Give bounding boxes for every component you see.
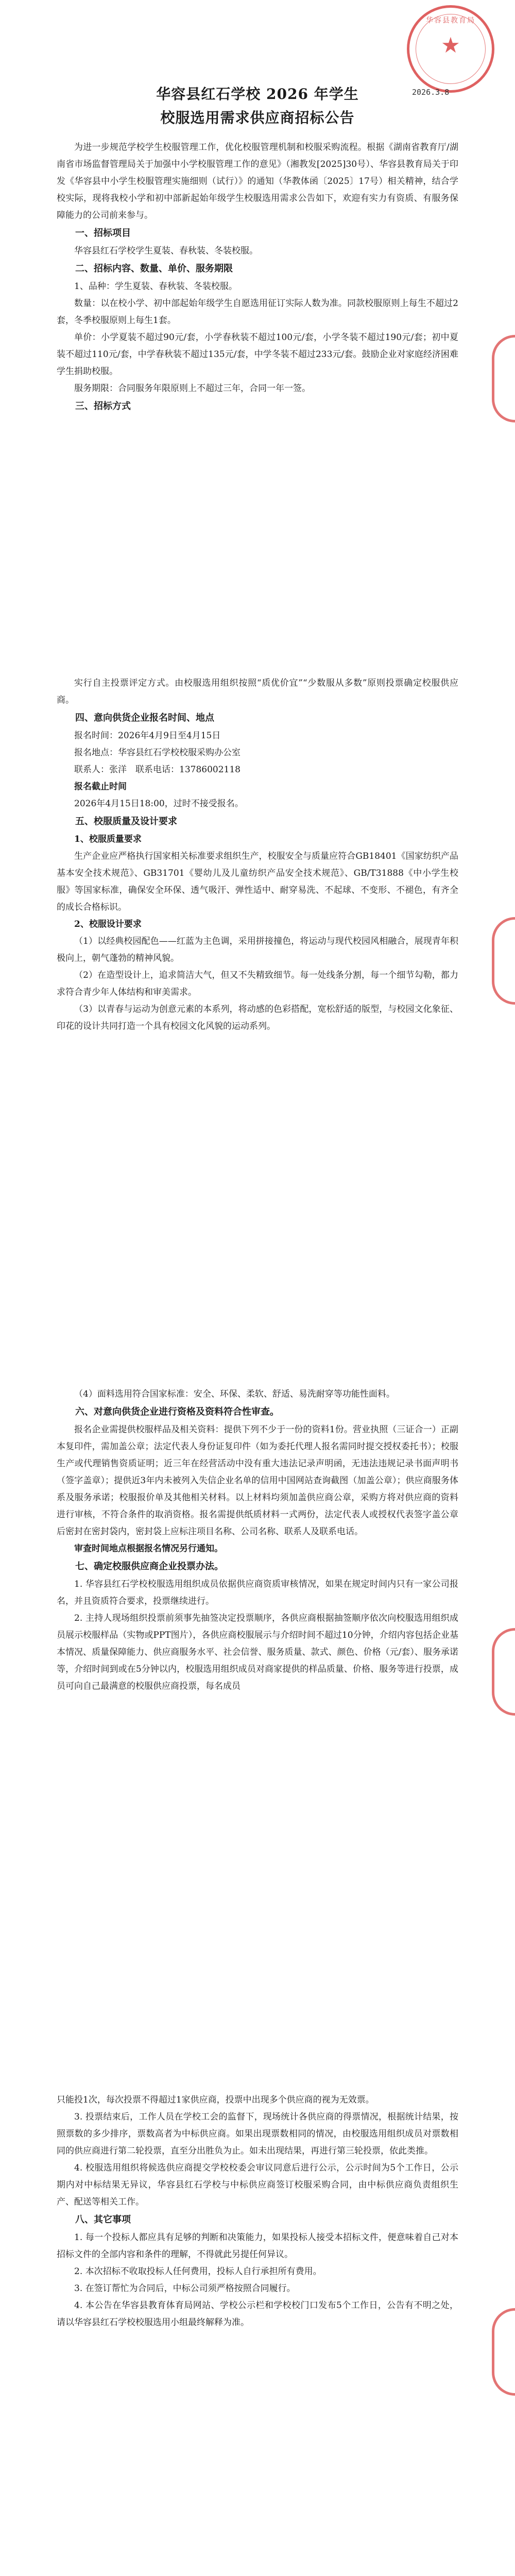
page-title: 华容县红石学校 2026 年学生 校服选用需求供应商招标公告 [156, 86, 359, 126]
registration-place: 报名地点：华容县红石学校校服采购办公室 [74, 748, 241, 758]
voting-rule-3: 3. 投票结束后，工作人员在学校工会的监督下，现场统计各供应商的得票情况，根据统计结果，按照票数的多少排序，票数高者为中标供应商。如果出现票数相同的情况，由校服选用组织成员对票数相同的供应商进行第二轮投票，直至分出胜负为止。如未出现结果，再进行第三轮投票，依此类推。 [57, 2112, 458, 2156]
registration-time: 报名时间：2026年4月9日至4月15日 [74, 731, 221, 741]
voting-rule-2-cont: 只能投1次，每次投票不得超过1家供应商，投票中出现多个供应商的视为无效票。 [57, 2095, 374, 2105]
other-item-1: 1. 每一个投标人都应具有足够的判断和决策能力，如果投标人接受本招标文件，便意味着自己对本招标文件的全部内容和条件的理解，不得就此另提任何异议。 [57, 2232, 458, 2260]
page-2 [0, 608, 515, 1340]
section-2-item-4: 服务期限：合同服务年限原则上不超过三年，合同一年一签。 [74, 383, 311, 394]
section-2-item-2: 数量：以在校小学、初中部起始年级学生自愿选用征订实际人数为准。同款校服原则上每生不超过2套，冬季校服原则上每生1套。 [57, 298, 458, 326]
section-heading-6: 六、对意向供货企业进行资格及资料符合性审查。 [75, 1406, 279, 1417]
review-notice: 审查时间地点根据报名情况另行通知。 [74, 1544, 223, 1554]
seam-seal-right [492, 917, 515, 1005]
seam-seal-right [492, 2308, 515, 2396]
intro-paragraph: 为进一步规范学校学生校服管理工作，优化校服管理机制和校服采购流程。根据《湖南省教育厅/湖南省市场监督管理局关于加强中小学校服管理工作的意见》（湘教发[2025]30号）、华容县教育局关于印发《华容县中小学生校服管理实施细则（试行）》的通知（华教体函〔2025〕17号）相关精神，结合学校实际，现将我校小学和初中部新起始年级学生校服选用需求公告如下，欢迎有实力有资质、有服务保障能力的公司前来参与。 [57, 142, 458, 221]
seam-seal-right [492, 335, 515, 422]
page3-body [57, 1386, 458, 1695]
qualification-text: 报名企业需提供校服样品及相关资料：提供下列不少于一份的资料1份。营业执照（三证合一）正副本复印件，需加盖公章；法定代表人身份证复印件（如为委托代理人报名需同时提交授权委托书）；校服生产或代理销售资质证明；近三年在经营活动中没有重大违法记录声明函，无违法违规记录书面声明书（签字盖章）；提供近3年内未被列入失信企业名单的信用中国网站查询截图（加盖公章）；供应商服务体系及服务承诺；校服报价单及其他相关材料。以上材料均须加盖供应商公章，采购方将对供应商的资料进行审核，不符合条件的取消资格。报名需提供纸质材料一式两份，法定代表人或授权代表签字盖公章后密封在密封袋内，密封袋上应标注项目名称、公司名称、联系人及联系电话。 [57, 1425, 458, 1537]
section-heading-5: 五、校服质量及设计要求 [75, 816, 177, 827]
section-heading-8: 八、其它事项 [75, 2214, 131, 2225]
section-heading-1: 一、招标项目 [75, 228, 131, 239]
section-2-item-3: 单价：小学夏装不超过90元/套，小学春秋装不超过100元/套，小学冬装不超过190元/套；初中夏装不超过110元/套，中学春秋装不超过135元/套，中学冬装不超过233元/套。鼓励企业对家庭经济困难学生捐助校服。 [57, 332, 458, 377]
design-item-2: （2）在造型设计上，追求简洁大气，但又不失精致细节。每一处线条分割，每一个细节勾勒，都力求符合青少年人体结构和审美需求。 [57, 970, 458, 997]
page-4 [0, 2050, 515, 2576]
design-item-1: （1）以经典校园配色——红蓝为主色调，采用拼接撞色，将运动与现代校园风相融合，展现青年积极向上，朝气蓬勃的精神风貌。 [57, 936, 458, 963]
seal-date-note: 2026.3.8 [412, 88, 450, 97]
section-1-text: 华容县红石学校学生夏装、春秋装、冬装校服。 [74, 246, 258, 256]
voting-rule-1: 1. 华容县红石学校校服选用组织成员依据供应商资质审核情况，如果在规定时间内只有一家公司报名，并且资质符合要求，投票继续进行。 [57, 1579, 458, 1606]
page2-body [57, 675, 458, 1035]
design-item-3: （3）以青春与运动为创意元素的本系列，将动感的色彩搭配，宽松舒适的版型，与校园文化象征、印花的设计共同打造一个具有校园文化风貌的运动系列。 [57, 1004, 458, 1031]
design-item-4: （4）面料选用符合国家标准：安全、环保、柔软、舒适、易洗耐穿等功能性面料。 [74, 1389, 395, 1399]
seam-seal-right [492, 1628, 515, 1716]
official-seal-stamp: 华容县教育局 ★ [407, 5, 494, 93]
page4-body [57, 2092, 458, 2331]
section-heading-2: 二、招标内容、数量、单价、服务期限 [75, 263, 233, 274]
page-1 [0, 0, 515, 608]
quality-heading: 1、校服质量要求 [74, 834, 142, 844]
section-heading-4: 四、意向供货企业报名时间、地点 [75, 713, 214, 723]
design-heading: 2、校服设计要求 [74, 919, 142, 929]
quality-text: 生产企业应严格执行国家相关标准要求组织生产，校服安全与质量应符合GB18401《国家纺织产品基本安全技术规范》、GB31701《婴幼儿及儿童纺织产品安全技术规范》、GB/T31888《中小学生校服》等国家标准，确保安全环保、透气吸汗、弹性适中、耐穿易洗、不起球、不变形、不褪色，有齐全的成长合格标识。 [57, 851, 458, 912]
deadline-heading: 报名截止时间 [74, 782, 127, 792]
deadline-text: 2026年4月15日18:00，过时不接受报名。 [74, 799, 244, 809]
voting-rule-2: 2. 主持人现场组织投票前须事先抽签决定投票顺序，各供应商根据抽签顺序依次向校服选用组织成员展示校服样品（实物或PPT图片），各供应商校服展示与介绍时间不超过10分钟，介绍内容包括企业基本情况、质量保障能力、供应商服务水平、社会信誉、服务质量、款式、颜色、价格（元/套）、服务承诺等，介绍时间到或在5分钟以内，校服选用组织成员对商家提供的样品质量、价格、服务等进行投票，成员可向自己最满意的校服供应商投票，每名成员 [57, 1613, 458, 1691]
section-2-item-1: 1、品种：学生夏装、春秋装、冬装校服。 [74, 281, 237, 292]
section-heading-3: 三、招标方式 [75, 401, 131, 412]
page1-body [57, 139, 458, 416]
voting-rule-4: 4. 校服选用组织将候选供应商提交学校校委会审议同意后进行公示，公示时间为5个工作日，公示期内对中标结果无异议，华容县红石学校与中标供应商签订校服采购合同，由中标供应商负责组织生产、配送等相关工作。 [57, 2163, 458, 2207]
other-item-3: 3. 在签订帮忙为合同后，中标公司须严格按照合同履行。 [74, 2283, 296, 2294]
section-heading-7: 七、确定校服供应商企业投票办法。 [75, 1561, 224, 1572]
page-3 [0, 1340, 515, 2050]
section-3-text: 实行自主投票评定方式。由校服选用组织按照“质优价宜”“少数服从多数”原则投票确定校服供应商。 [57, 678, 458, 705]
other-item-4: 4. 本公告在华容县教育体育局网站、学校公示栏和学校校门口发布5个工作日，公告有不明之处，请以华容县红石学校校服选用小组最终解释为准。 [57, 2300, 458, 2328]
other-item-2: 2. 本次招标不收取投标人任何费用，投标人自行承担所有费用。 [74, 2266, 322, 2277]
registration-contact: 联系人：张洋 联系电话：13786002118 [74, 765, 241, 775]
